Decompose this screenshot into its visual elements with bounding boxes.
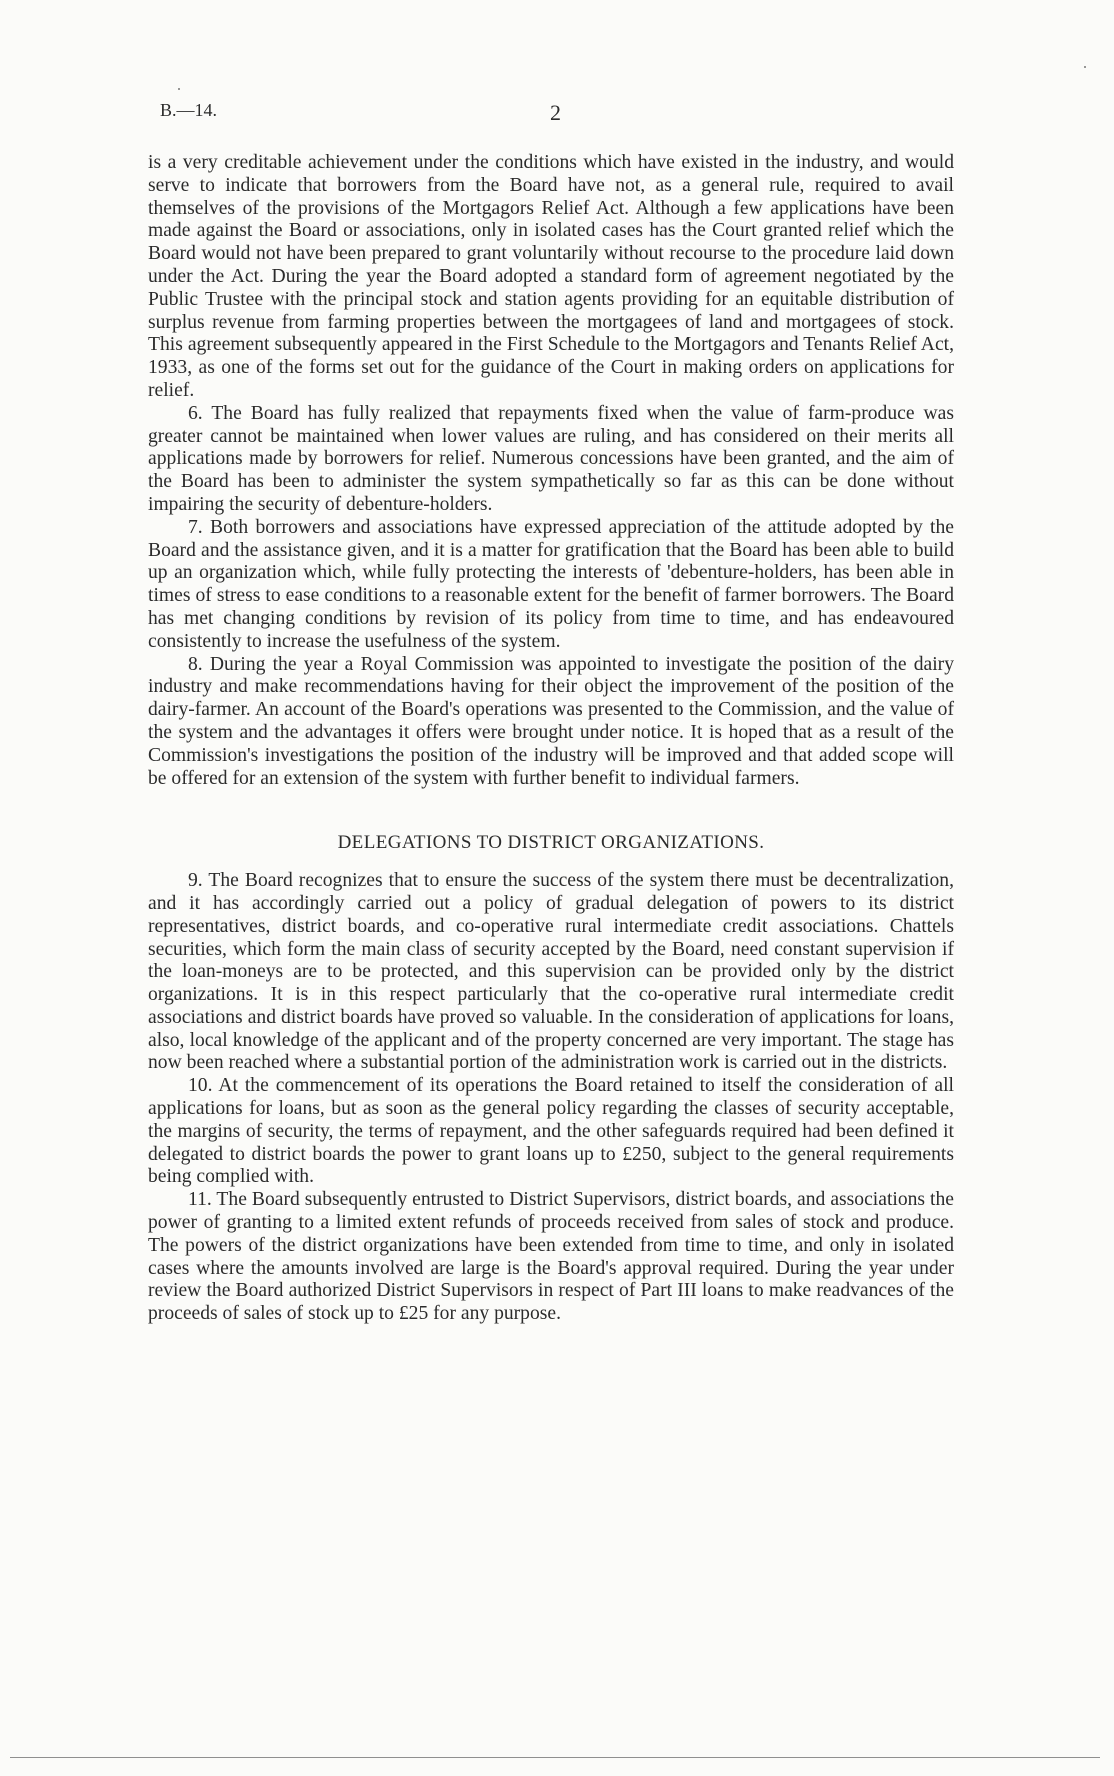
scan-speck: [178, 88, 180, 90]
scan-speck: [1084, 66, 1086, 68]
bottom-edge-rule: [10, 1757, 1100, 1758]
paragraph-continuation: is a very creditable achievement under the conditions which have existed in the industry, and would serve to indicate that borrowers from the Board have not, as a general rule, required to avail themselves of the provisions of the Mortgagors Relief Act. Although a few applications have been made against the Board or associations, only in isolated cases has the Court granted relief which the Board would not have been prepared to grant voluntarily without recourse to the procedure laid down under the Act. During the year the Board adopted a standard form of agreement negotiated by the Public Trustee with the principal stock and station agents providing for an equitable distribution of surplus revenue from farming properties between the mortgagees of land and mortgagees of stock. This agreement subsequently appeared in the First Schedule to the Mortgagors and Tenants Relief Act, 1933, as one of the forms set out for the guidance of the Court in making orders on applications for relief.: [148, 152, 954, 401]
paragraph-6: 6. The Board has fully realized that repayments fixed when the value of farm-produce was greater cannot be maintained when lower values are ruling, and has considered on their merits all applications made by borrowers for relief. Numerous concessions have been granted, and the aim of the Board has been to administer the system sympathetically so far as this can be done without impairing the security of debenture-holders.: [148, 402, 954, 515]
document-reference: B.—14.: [160, 100, 218, 120]
section-heading: DELEGATIONS TO DISTRICT ORGANIZATIONS.: [337, 832, 765, 854]
paragraph-8: 8. During the year a Royal Commission was appointed to investigate the position of the dairy industry and make recommendations having for their object the improvement of the position of the dairy-farmer. An account of the Board's operations was presented to the Commission, and the value of the system and the advantages it offers were brought under notice. It is hoped that as a result of the Commission's investigations the position of the industry will be improved and that added scope will be offered for an extension of the system with further benefit to individual farmers.: [148, 653, 954, 789]
paragraph-9: 9. The Board recognizes that to ensure the success of the system there must be decentralization, and it has accordingly carried out a policy of gradual delegation of powers to its district representatives, district boards, and co-operative rural intermediate credit associations. Chattels securities, which form the main class of security accepted by the Board, need constant supervision if the loan-moneys are to be protected, and this supervision can be provided only by the district organizations. It is in this respect particularly that the co-operative rural intermediate credit associations and district boards have proved so valuable. In the consideration of applications for loans, also, local knowledge of the applicant and of the property concerned are very important. The stage has now been reached where a substantial portion of the administration work is carried out in the districts.: [148, 870, 954, 1074]
paragraph-7: 7. Both borrowers and associations have expressed appreciation of the attitude adopted by the Board and the assistance given, and it is a matter for gratification that the Board has been able to build up an organization which, while fully protecting the interests of 'debenture-holders, has been able in times of stress to ease conditions to a reasonable extent for the benefit of farmer borrowers. The Board has met changing conditions by revision of its policy from time to time, and has endeavoured consistently to increase the usefulness of the system.: [148, 516, 954, 652]
paragraph-10: 10. At the commencement of its operations the Board retained to itself the consideration of all applications for loans, but as soon as the general policy regarding the classes of security acceptable, the margins of security, the terms of repayment, and the other safeguards required had been defined it delegated to district boards the power to grant loans up to £250, subject to the general requirements being complied with.: [148, 1075, 954, 1188]
page-number: 2: [550, 100, 561, 125]
body-text: [148, 152, 954, 1326]
page-header: [160, 100, 960, 130]
paragraph-11: 11. The Board subsequently entrusted to District Supervisors, district boards, and associations the power of granting to a limited extent refunds of proceeds received from sales of stock and produce. The powers of the district organizations have been extended from time to time, and only in isolated cases where the amounts involved are large is the Board's approval required. During the year under review the Board authorized District Supervisors in respect of Part III loans to make readvances of the proceeds of sales of stock up to £25 for any purpose.: [148, 1189, 954, 1325]
